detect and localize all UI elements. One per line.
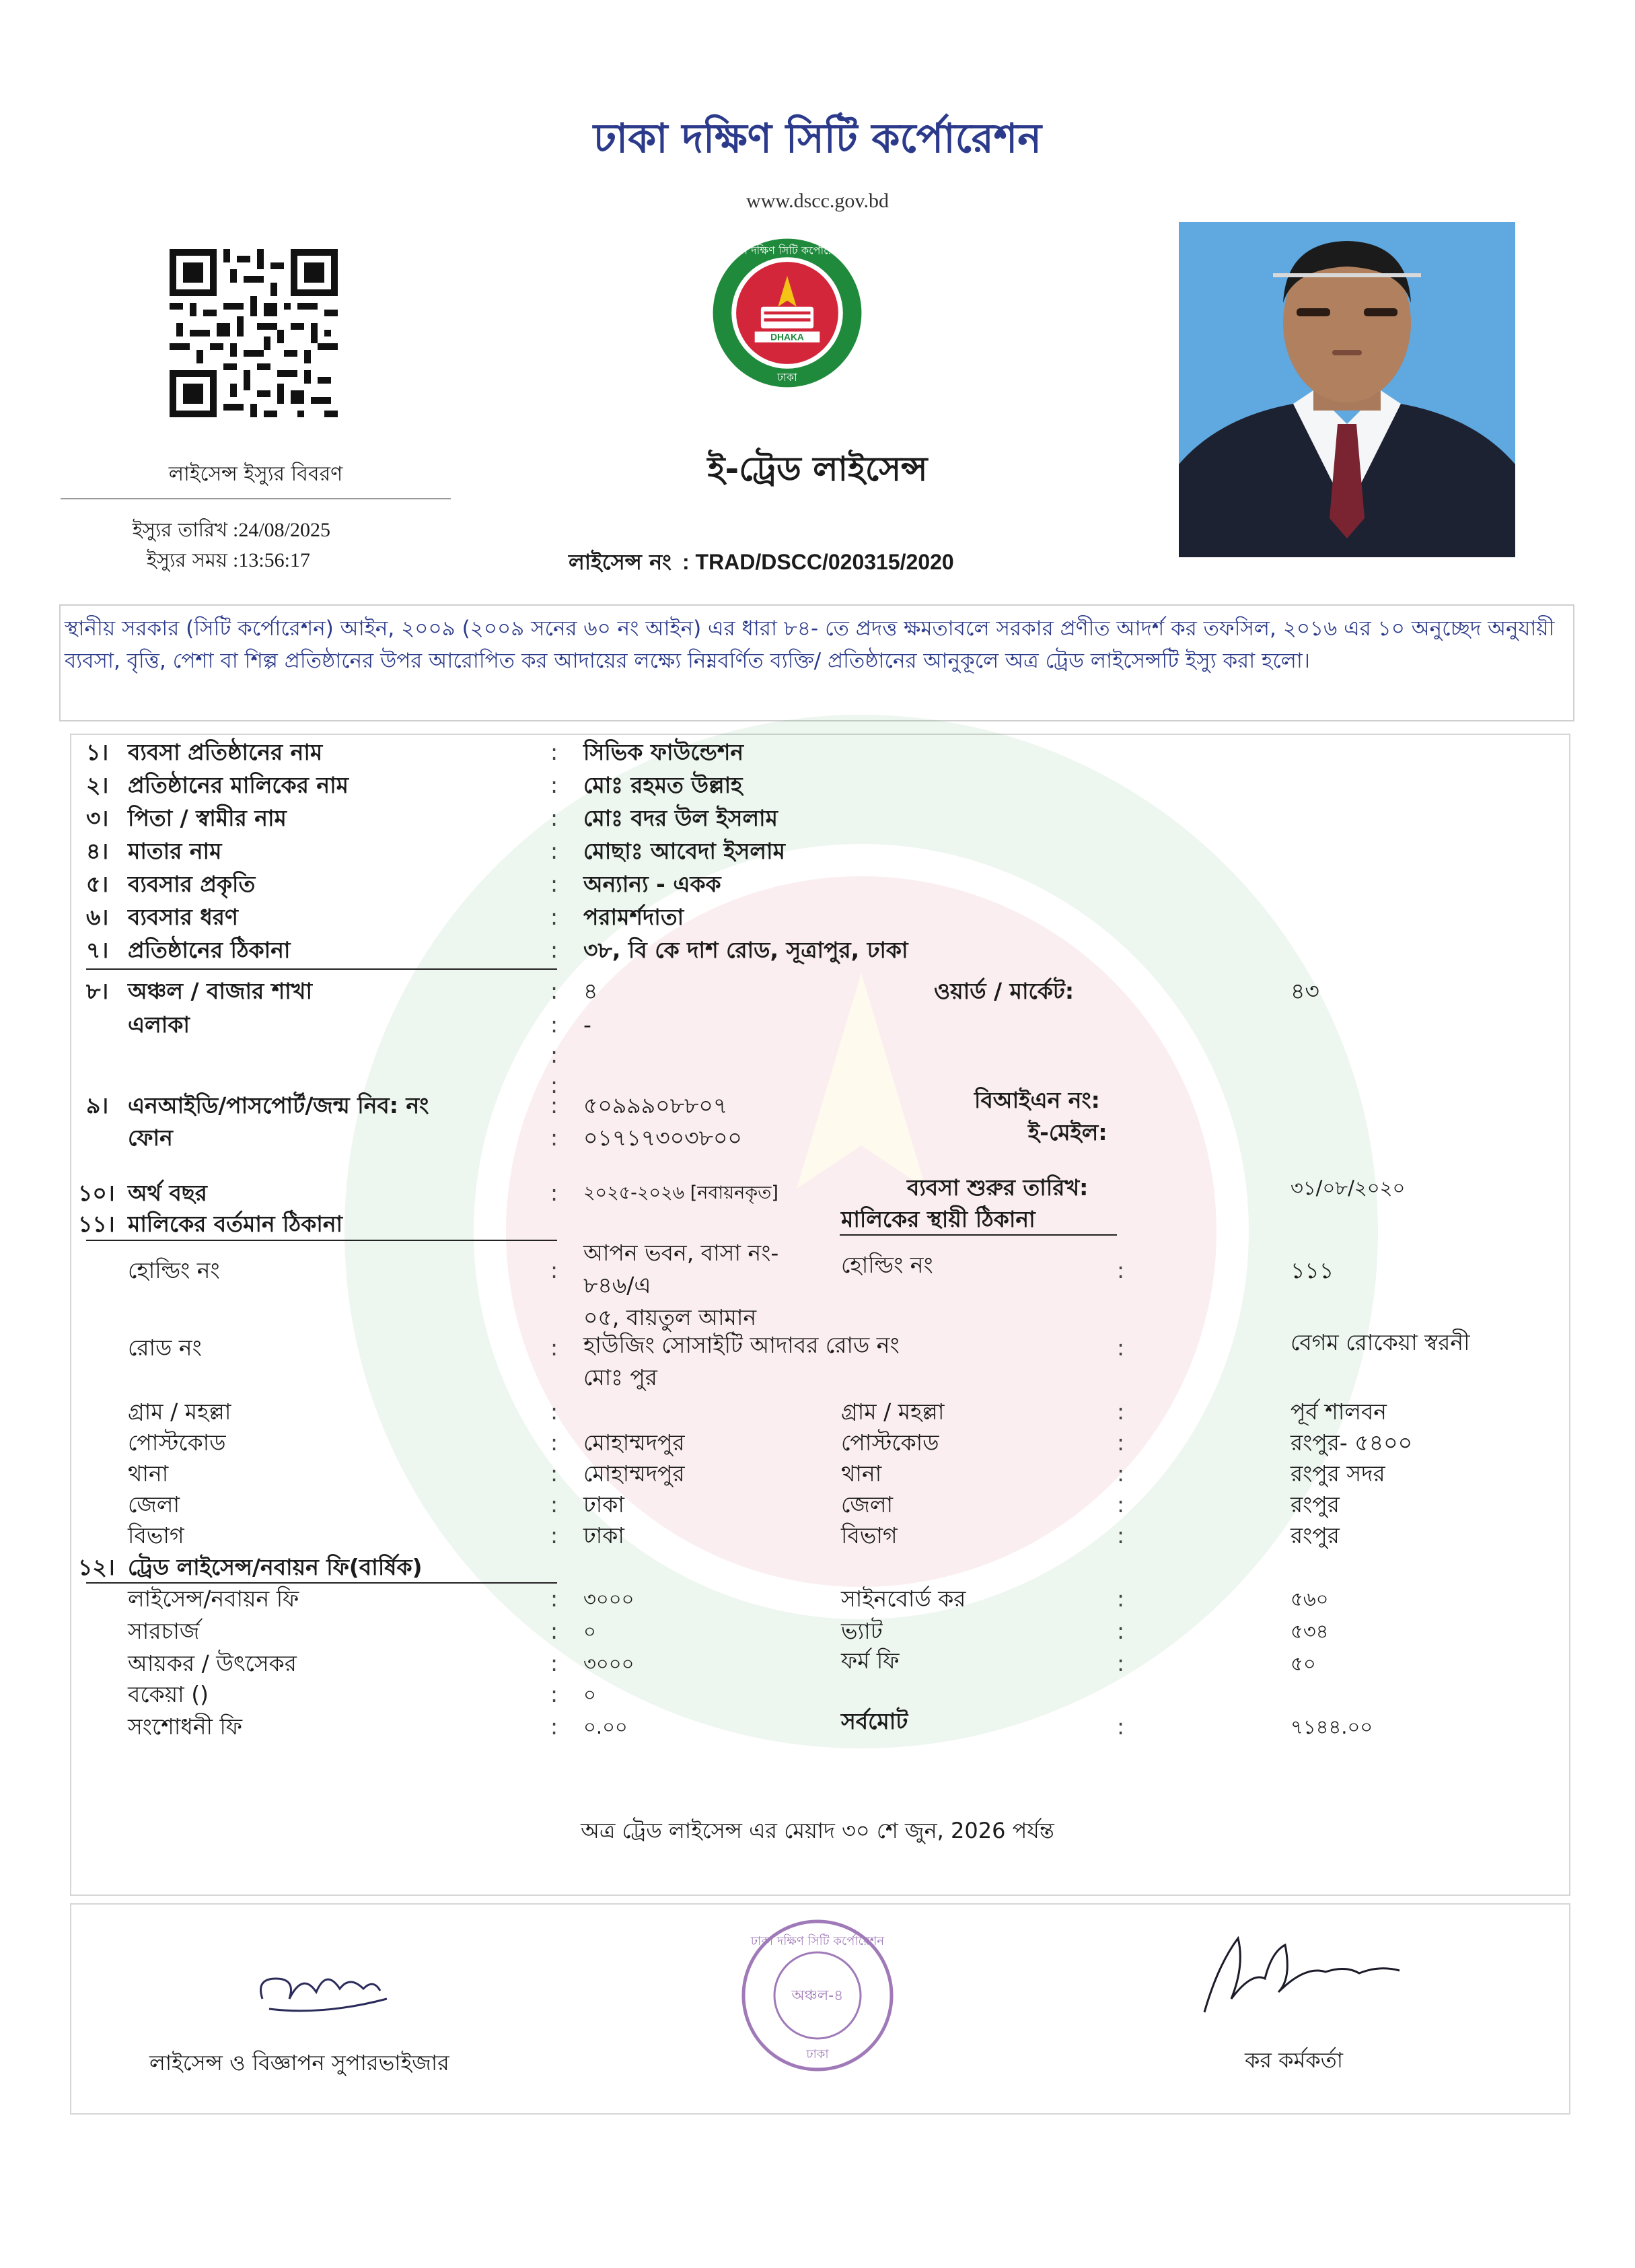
surcharge-colon: : [550, 1618, 558, 1644]
owner-photo [1179, 222, 1515, 557]
correction-fee-colon: : [550, 1713, 558, 1740]
district-label-permanent: জেলা [841, 1491, 894, 1518]
total-value: ৭১৪৪.০০ [1291, 1715, 1373, 1738]
holding-present-line-1: আপন ভবন, বাসা নং- [583, 1240, 779, 1266]
vat-label: ভ্যাট [841, 1618, 883, 1644]
bin-label: বিআইএন নং: [974, 1087, 1100, 1113]
corporation-logo [710, 236, 865, 390]
holding-present-line-3: ০৫, বায়তুল আমান [583, 1304, 757, 1331]
preamble-text: স্থানীয় সরকার (সিটি কর্পোরেশন) আইন, ২০০৯ (২০০৯ সনের ৬০ নং আইন) এর ধারা ৮৪- তে প্রদত্ত ক্ষমতাবলে সরকার প্রণীত আদর্শ কর তফসিল, ২০১৬ এর ১০ অনুচ্ছেদ অনুযায়ী ব্যবসা, বৃত্তি, পেশা বা শিল্প প্রতিষ্ঠানের উপর আরোপিত কর আদায়ের লক্ষ্যে নিম্নবর্ণিত ব্যক্তি/ প্রতিষ্ঠানের আনুকূলে অত্র ট্রেড লাইসেন্সটি ইস্যু করা হলো। [65, 616, 1555, 673]
division-label-permanent: বিভাগ [841, 1522, 898, 1549]
division-label-present: বিভাগ [128, 1522, 184, 1549]
surcharge-value: ০ [583, 1620, 596, 1643]
tax-officer-signature [1191, 1925, 1420, 2026]
area-extra-colon-1: : [550, 1042, 558, 1068]
field-5-label: ব্যবসার প্রকৃতি [128, 871, 256, 897]
field-7-colon: : [550, 937, 558, 963]
road-present-line-2: মোঃ পুর [583, 1364, 657, 1390]
income-tax-value: ৩০০০ [583, 1652, 634, 1675]
field-8-value: ৪ [583, 978, 598, 1004]
field-7-value: ৩৮, বি কে দাশ রোড, সূত্রাপুর, ঢাকা [583, 937, 908, 963]
district-value-permanent: রংপুর [1291, 1491, 1340, 1518]
logo-top-text: ঢাকা দক্ষিণ সিটি কর্পোরেশন [727, 244, 847, 257]
business-start-value: ৩১/০৮/২০২০ [1291, 1176, 1406, 1199]
division-value-present: ঢাকা [583, 1522, 624, 1549]
postcode-value-permanent: রংপুর- ৫৪০০ [1291, 1429, 1413, 1456]
road-colon-permanent: : [1117, 1335, 1125, 1361]
district-colon-present: : [550, 1491, 558, 1518]
district-value-present: ঢাকা [583, 1491, 624, 1518]
field-7-number: ৭। [86, 937, 109, 963]
correction-fee-value: ০.০০ [583, 1715, 628, 1738]
fees-divider [86, 1582, 557, 1584]
postcode-colon-permanent: : [1117, 1429, 1125, 1456]
thana-value-permanent: রংপুর সদর [1291, 1460, 1385, 1487]
area-value: - [583, 1012, 591, 1038]
field-9-label: এনআইডি/পাসপোর্ট/জন্ম নিব: নং [128, 1092, 429, 1119]
field-2-number: ২। [86, 772, 109, 798]
field-10-value: ২০২৫-২০২৬ [নবায়নকৃত] [583, 1182, 778, 1203]
license-fee-label: লাইসেন্স/নবায়ন ফি [128, 1586, 299, 1612]
road-present-line-1: হাউজিং সোসাইটি আদাবর রোড নং [583, 1332, 900, 1358]
thana-label-permanent: থানা [841, 1460, 882, 1487]
area-extra-colon-2: : [550, 1072, 558, 1098]
correction-fee-label: সংশোধনী ফি [128, 1713, 243, 1740]
holding-colon-present: : [550, 1257, 558, 1283]
page-title: ঢাকা দক্ষিণ সিটি কর্পোরেশন [593, 115, 1042, 162]
holding-present-line-2: ৮৪৬/এ [583, 1272, 651, 1298]
village-value-permanent: পূর্ব শালবন [1291, 1398, 1387, 1425]
postcode-label-present: পোস্টকোড [128, 1429, 226, 1456]
vat-colon: : [1117, 1618, 1125, 1644]
field-5-value: অন্যান্য - একক [583, 871, 721, 897]
field-4-number: ৪। [86, 838, 109, 864]
village-colon-present: : [550, 1398, 558, 1425]
field-6-number: ৬। [86, 904, 109, 930]
field-4-colon: : [550, 838, 558, 864]
license-number-row [569, 545, 954, 581]
postcode-value-present: মোহাম্মদপুর [583, 1429, 685, 1456]
holding-label-present: হোল্ডিং নং [128, 1257, 220, 1283]
field-5-number: ৫। [86, 871, 109, 897]
field-10-colon: : [550, 1180, 558, 1206]
village-colon-permanent: : [1117, 1398, 1125, 1425]
field-7-label: প্রতিষ্ঠানের ঠিকানা [128, 937, 291, 963]
form-fee-value: ৫০ [1291, 1652, 1316, 1675]
issue-date-label: ইস্যুর তারিখ [132, 518, 227, 541]
validity-text: অত্র ট্রেড লাইসেন্স এর মেয়াদ ৩০ শে জুন, 2026 পর্যন্ত [581, 1818, 1054, 1843]
field-6-value: পরামর্শদাতা [583, 904, 684, 930]
field-9-colon: : [550, 1092, 558, 1119]
field-1-label: ব্যবসা প্রতিষ্ঠানের নাম [128, 739, 323, 765]
postcode-colon-present: : [550, 1429, 558, 1456]
signboard-tax-value: ৫৬০ [1291, 1588, 1329, 1610]
stamp-bottom-text: ঢাকা [806, 2047, 829, 2061]
income-tax-label: আয়কর / উৎসেকর [128, 1650, 297, 1676]
area-colon: : [550, 1012, 558, 1038]
license-fee-colon: : [550, 1586, 558, 1612]
road-label-present: রোড নং [128, 1335, 202, 1361]
field-2-label: প্রতিষ্ঠানের মালিকের নাম [128, 772, 349, 798]
present-address-heading: মালিকের বর্তমান ঠিকানা [128, 1211, 343, 1237]
issue-time-value: :13:56:17 [233, 549, 311, 571]
stamp-center-text: অঞ্চল-৪ [791, 1987, 844, 2004]
district-colon-permanent: : [1117, 1491, 1125, 1518]
field-11-number: ১১। [78, 1211, 115, 1237]
tax-officer-title: কর কর্মকর্তা [1245, 2047, 1343, 2073]
issue-date-row [61, 515, 330, 548]
village-label-permanent: গ্রাম / মহল্লা [841, 1398, 945, 1425]
due-value: ০ [583, 1683, 596, 1706]
total-colon: : [1117, 1713, 1125, 1740]
signboard-tax-colon: : [1117, 1586, 1125, 1612]
surcharge-label: সারচার্জ [128, 1618, 200, 1644]
phone-value: ০১৭১৭৩০৩৮০০ [583, 1125, 742, 1151]
due-colon: : [550, 1681, 558, 1707]
issue-time-row [61, 545, 310, 578]
permanent-address-heading: মালিকের স্থায়ী ঠিকানা [841, 1206, 1036, 1232]
supervisor-signature [249, 1952, 397, 2026]
license-fee-value: ৩০০০ [583, 1588, 634, 1610]
field-1-value: সিভিক ফাউন্ডেশন [583, 739, 744, 765]
field-8-colon: : [550, 978, 558, 1004]
permanent-address-divider [840, 1234, 1117, 1236]
village-label-present: গ্রাম / মহল্লা [128, 1398, 231, 1425]
issue-time-label: ইস্যুর সময় [146, 548, 227, 571]
thana-colon-permanent: : [1117, 1460, 1125, 1487]
logo-bottom-text: ঢাকা [777, 371, 797, 384]
thana-label-present: থানা [128, 1460, 169, 1487]
office-stamp [733, 1911, 902, 2080]
present-address-divider [86, 1240, 557, 1241]
fees-heading: ট্রেড লাইসেন্স/নবায়ন ফি(বার্ষিক) [128, 1554, 423, 1580]
business-start-label: ব্যবসা শুরুর তারিখ: [907, 1174, 1089, 1201]
stamp-ring-text: ঢাকা দক্ষিণ সিটি কর্পোরেশন [750, 1934, 885, 1948]
license-title: ই-ট্রেড লাইসেন্স [707, 450, 928, 489]
division-colon-permanent: : [1117, 1522, 1125, 1549]
thana-value-present: মোহাম্মদপুর [583, 1460, 685, 1487]
field-12-number: ১২। [78, 1554, 115, 1580]
area-label: এলাকা [128, 1012, 190, 1038]
road-value-present [583, 1329, 900, 1394]
field-1-colon: : [550, 739, 558, 765]
form-fee-colon: : [1117, 1650, 1125, 1676]
field-8-number: ৮। [86, 978, 109, 1004]
field-2-colon: : [550, 772, 558, 798]
field-9-value: ৫০৯৯৯০৮৮০৭ [583, 1092, 728, 1119]
form-fee-label: ফর্ম ফি [841, 1647, 900, 1674]
phone-colon: : [550, 1125, 558, 1151]
field-3-colon: : [550, 805, 558, 831]
vat-value: ৫৩৪ [1291, 1620, 1329, 1643]
thana-colon-present: : [550, 1460, 558, 1487]
field-3-label: পিতা / স্বামীর নাম [128, 805, 287, 831]
phone-label: ফোন [128, 1125, 173, 1151]
ward-value: ৪৩ [1291, 978, 1319, 1004]
supervisor-title: লাইসেন্স ও বিজ্ঞাপন সুপারভাইজার [149, 2050, 449, 2076]
holding-label-permanent: হোল্ডিং নং [841, 1252, 933, 1278]
signboard-tax-label: সাইনবোর্ড কর [841, 1586, 966, 1612]
field-8-label: অঞ্চল / বাজার শাখা [128, 978, 313, 1004]
road-value-permanent: বেগম রোকেয়া স্বরনী [1291, 1329, 1470, 1355]
field-10-label: অর্থ বছর [128, 1180, 207, 1206]
field-3-value: মোঃ বদর উল ইসলাম [583, 805, 778, 831]
field-2-value: মোঃ রহমত উল্লাহ [583, 772, 743, 798]
holding-value-present [583, 1237, 778, 1334]
district-label-present: জেলা [128, 1491, 180, 1518]
field-7-divider [86, 968, 557, 970]
division-colon-present: : [550, 1522, 558, 1549]
field-4-label: মাতার নাম [128, 838, 222, 864]
qr-code [170, 249, 338, 417]
postcode-label-permanent: পোস্টকোড [841, 1429, 939, 1456]
website-url: www.dscc.gov.bd [746, 190, 889, 212]
due-label: বকেয়া () [128, 1681, 209, 1707]
holding-value-permanent: ১১১ [1291, 1257, 1334, 1283]
road-colon-present: : [550, 1335, 558, 1361]
holding-colon-permanent: : [1117, 1257, 1125, 1283]
field-10-number: ১০। [78, 1180, 115, 1206]
issue-details-heading: লাইসেন্স ইস্যুর বিবরণ [168, 462, 343, 486]
license-number-label: লাইসেন্স নং [569, 549, 671, 575]
field-6-label: ব্যবসার ধরণ [128, 904, 238, 930]
field-9-number: ৯। [86, 1092, 109, 1119]
field-4-value: মোছাঃ আবেদা ইসলাম [583, 838, 785, 864]
field-1-number: ১। [86, 739, 109, 765]
issue-date-value: :24/08/2025 [233, 519, 331, 541]
field-3-number: ৩। [86, 805, 109, 831]
license-number-value: : TRAD/DSCC/020315/2020 [682, 550, 954, 574]
ward-label: ওয়ার্ড / মার্কেট: [934, 978, 1075, 1004]
total-label: সর্বমোট [841, 1708, 908, 1734]
field-6-colon: : [550, 904, 558, 930]
logo-ribbon-text: DHAKA [770, 332, 804, 343]
email-label: ই-মেইল: [1028, 1119, 1107, 1145]
division-value-permanent: রংপুর [1291, 1522, 1340, 1549]
income-tax-colon: : [550, 1650, 558, 1676]
field-5-colon: : [550, 871, 558, 897]
